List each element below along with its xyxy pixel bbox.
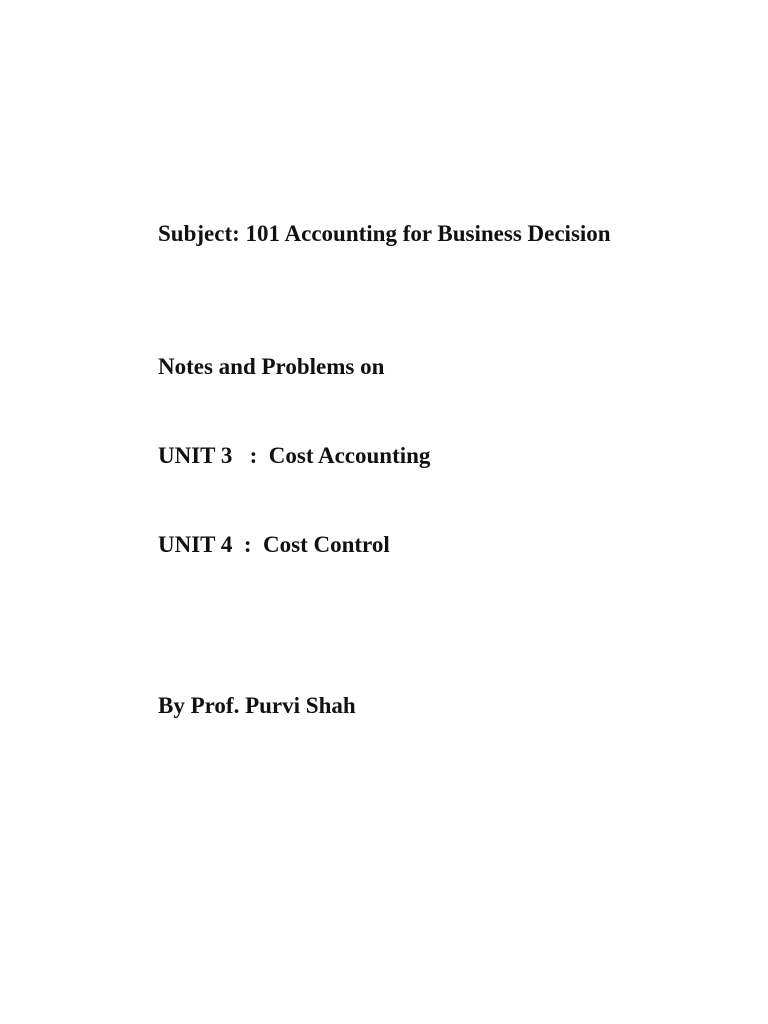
notes-heading: Notes and Problems on [158, 354, 385, 379]
unit-4-heading: UNIT 4 : Cost Control [158, 532, 390, 557]
subject-title: Subject: 101 Accounting for Business Decision [158, 221, 611, 246]
author-line: By Prof. Purvi Shah [158, 693, 356, 718]
unit-3-heading: UNIT 3 : Cost Accounting [158, 443, 431, 468]
